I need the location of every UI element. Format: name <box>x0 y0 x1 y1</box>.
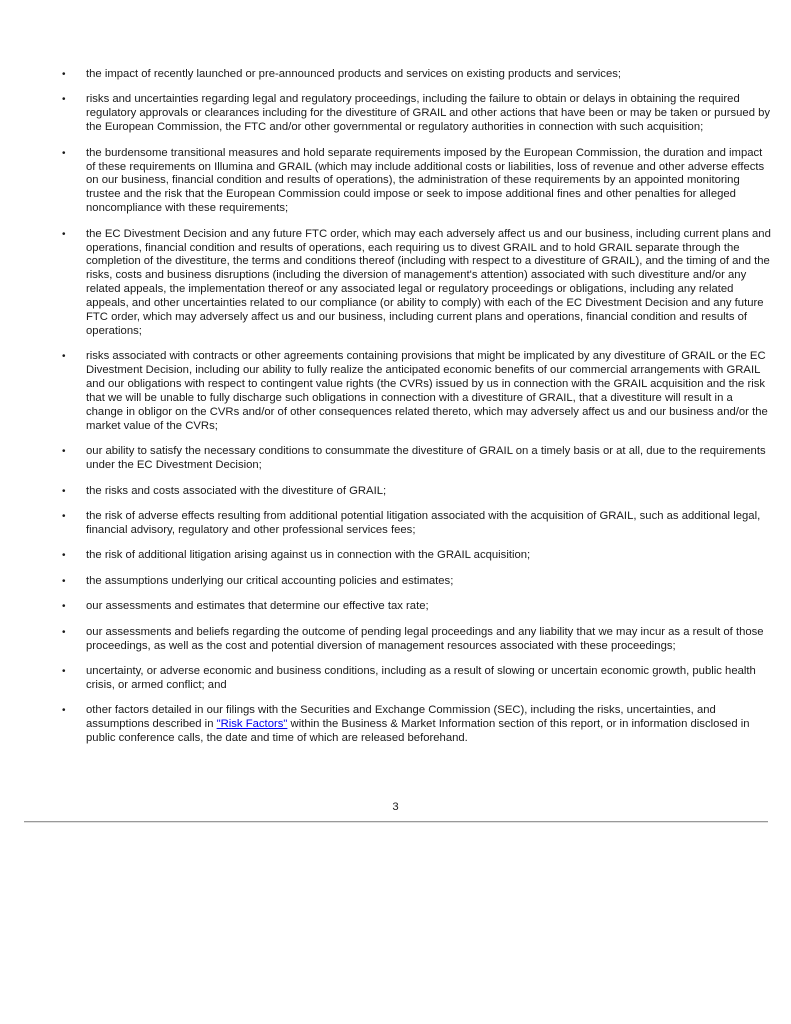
list-item-text: our assessments and estimates that determine our effective tax rate; <box>86 600 429 613</box>
list-item <box>60 147 772 217</box>
list-item-text <box>86 704 772 746</box>
bullet-icon: • <box>62 575 66 587</box>
list-item <box>60 228 772 339</box>
list-item-text: the impact of recently launched or pre-announced products and services on existing products and services; <box>86 68 622 80</box>
bullet-icon: • <box>62 626 66 638</box>
list-item-text-after-link: within the Business & Market Information section of this report, or in information disclosed in public conference calls, the date and time of which are released beforehand. <box>86 718 750 745</box>
list-item-text: the assumptions underlying our critical accounting policies and estimates; <box>86 574 454 587</box>
bullet-icon: • <box>62 485 66 497</box>
bullet-icon: • <box>62 94 66 106</box>
page-divider <box>24 821 768 823</box>
list-item <box>60 626 772 654</box>
list-item-text: the risks and costs associated with the divestiture of GRAIL; <box>86 484 387 497</box>
bullet-icon: • <box>62 705 66 717</box>
list-item-text: the risk of additional litigation arising against us in connection with the GRAIL acquisition; <box>86 549 531 562</box>
list-item-text: risks associated with contracts or other agreements containing provisions that might be implicated by any divestiture of GRAIL or the EC Divestment Decision, including our ability to fully realize the anticipated economic benefits of our commercial arrangements with GRAIL and our obligations with respect to contingent value rights (the CVRs) issued by us in connection with the GRAIL acquisition and the risk that we will be unable to fully discharge such obligations in connection with a divestiture of GRAIL, that a divestiture will result in a change in obligor on the CVRs and/or of other consequences related thereto, which may adversely affect us and our business and/or the market value of the CVRs; <box>86 350 768 432</box>
list-item-text-before-link: other factors detailed in our filings with the Securities and Exchange Commission (SEC), including the risks, uncertainties, and assumptions described in <box>86 704 716 731</box>
list-item <box>60 510 772 538</box>
list-item <box>60 600 772 614</box>
list-item <box>60 485 772 499</box>
bullet-icon: • <box>62 228 66 240</box>
list-item <box>60 93 772 135</box>
list-item-text: the risk of adverse effects resulting from additional potential litigation associated with the acquisition of GRAIL, such as additional legal, financial advisory, regulatory and other professional services fees; <box>86 510 761 536</box>
bullet-icon: • <box>62 351 66 363</box>
list-item <box>60 445 772 473</box>
list-item-text: uncertainty, or adverse economic and business conditions, including as a result of slowing or uncertain economic growth, public health crisis, or armed conflict; and <box>86 664 756 691</box>
page-number: 3 <box>392 801 399 813</box>
bullet-icon: • <box>62 69 66 80</box>
list-item-text: the burdensome transitional measures and hold separate requirements imposed by the European Commission, the duration and impact of these requirements on Illumina and GRAIL (which may include additional costs or liabilities, loss of revenue and other adverse effects on our business, financial condition and results of operations), the administration of these requirements by an appointed monitoring trustee and the risk that the European Commission could impose or seek to impose additional fines and other penalties for alleged noncompliance with these requirements; <box>86 146 765 215</box>
bullet-icon: • <box>62 550 66 562</box>
list-item <box>60 68 772 82</box>
list-item-text: our assessments and beliefs regarding the outcome of pending legal proceedings and any liability that we may incur as a result of those proceedings, as well as the cost and potential diversion of management resources associated with these proceedings; <box>86 625 764 652</box>
list-item <box>60 704 772 746</box>
bullet-icon: • <box>62 601 66 613</box>
list-item-text: our ability to satisfy the necessary conditions to consummate the divestiture of GRAIL on a timely basis or at all, due to the requirements under the EC Divestment Decision; <box>86 445 766 472</box>
risk-factors-link[interactable]: "Risk Factors" <box>216 718 288 731</box>
bullet-icon: • <box>62 446 66 458</box>
risk-factor-list <box>60 68 772 757</box>
list-item <box>60 575 772 589</box>
bullet-icon: • <box>62 511 66 523</box>
bullet-icon: • <box>62 147 66 159</box>
list-item <box>60 350 772 433</box>
list-item-text: risks and uncertainties regarding legal and regulatory proceedings, including the failure to obtain or delays in obtaining the required regulatory approvals or clearances including for the divestiture of GRAIL and other actions that have been or may be taken or pursued by the European Commission, the FTC and/or other governmental or regulatory authorities in connection with such acquisition; <box>86 93 771 134</box>
list-item <box>60 549 772 563</box>
bullet-icon: • <box>62 665 66 677</box>
list-item <box>60 665 772 693</box>
list-item-text: the EC Divestment Decision and any future FTC order, which may each adversely affect us and our business, including current plans and operations, financial condition and results of operations, each requiring us to divest GRAIL and to hold GRAIL separate through the completion of the divestiture, the terms and conditions thereof (including with respect to a divestiture of GRAIL), and the timing of and the risks, costs and business disruptions (including the diversion of management's attention) associated with such divestiture and/or any related appeals, the implementation thereof or any associated legal or regulatory proceedings or obligations, including any related appeals, and other uncertainties related to our compliance (or ability to comply) with each of the EC Divestment Decision and any future FTC order, which may adversely affect us and our business, including current plans and operations, financial condition and results of operations; <box>86 227 771 337</box>
